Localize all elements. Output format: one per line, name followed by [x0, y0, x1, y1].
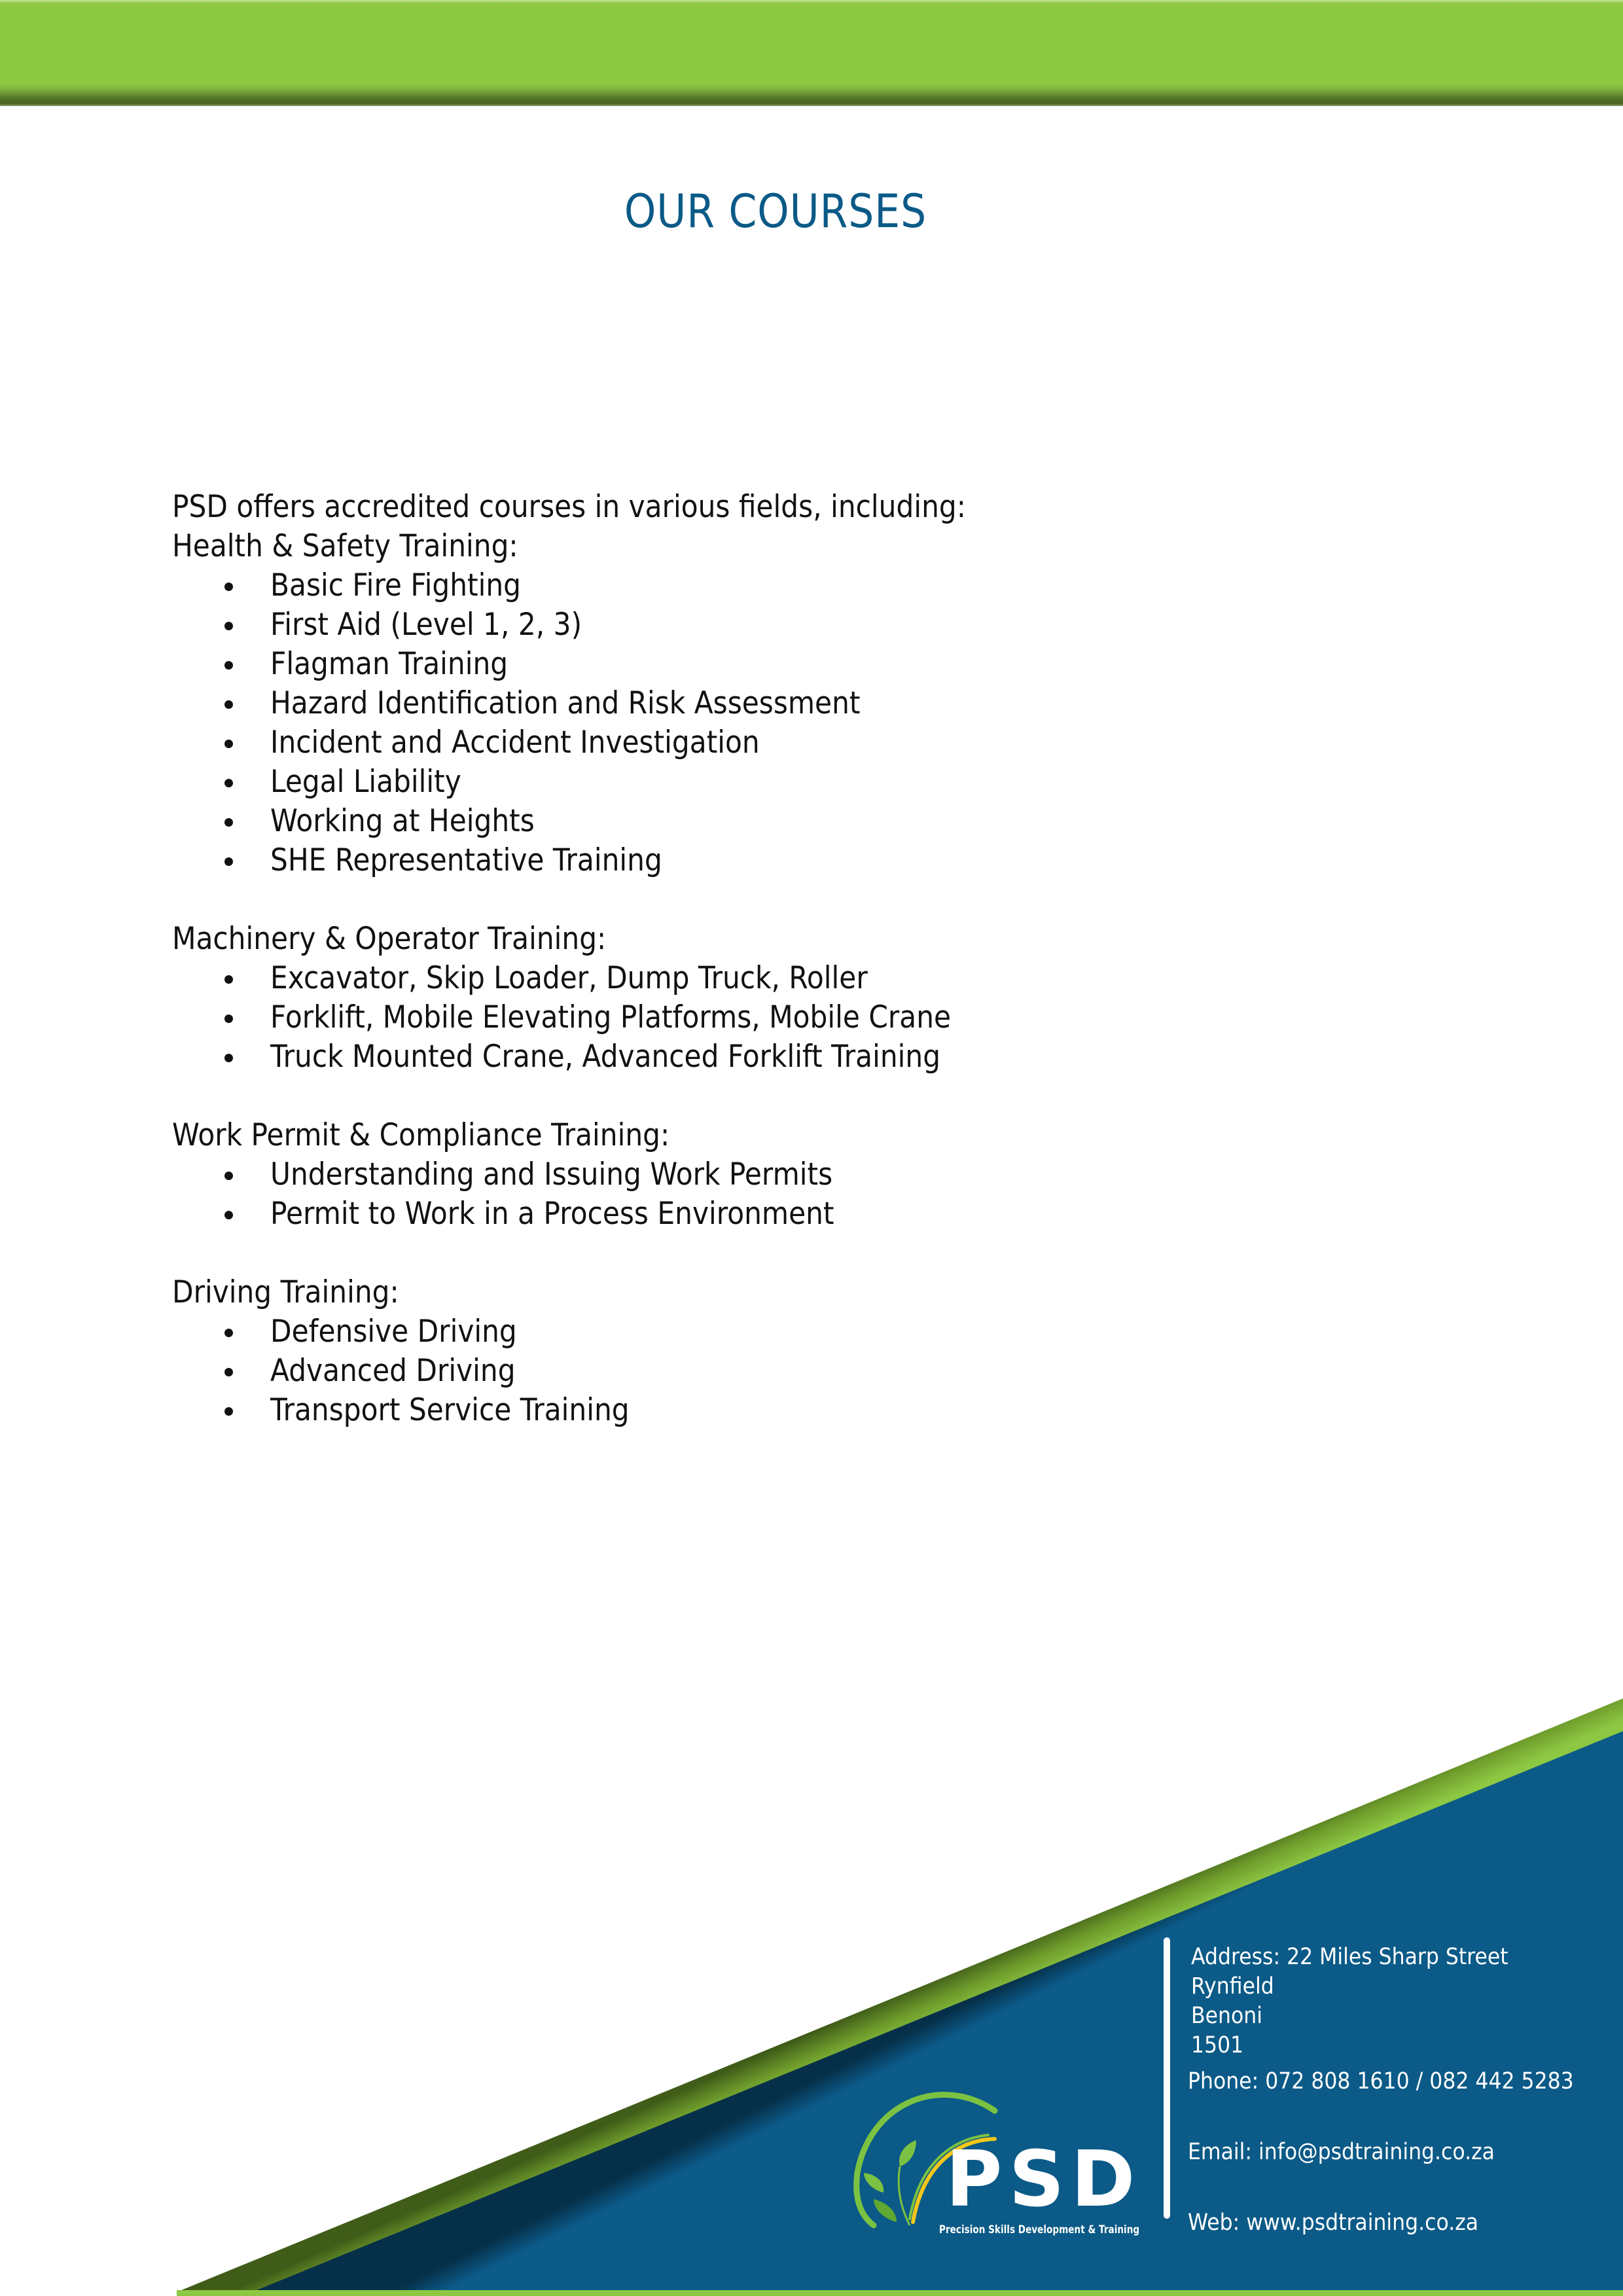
section-heading: Health & Safety Training:: [172, 528, 518, 564]
phone: Phone: 072 808 1610 / 082 442 5283: [1188, 2068, 1574, 2094]
address-line: Rynfield: [1191, 1973, 1274, 2000]
bullet-icon: [224, 975, 233, 984]
course-list: [172, 1312, 1219, 1430]
bullet-icon: [224, 700, 233, 709]
address-line: Address: 22 Miles Sharp Street: [1191, 1944, 1508, 1970]
logo-wordmark: PSD: [946, 2134, 1142, 2224]
list-item: Flagman Training: [172, 645, 1219, 684]
bullet-icon: [224, 1368, 233, 1376]
list-item: Understanding and Issuing Work Permits: [172, 1155, 1219, 1194]
intro-text: PSD offers accredited courses in various fields, including:: [172, 489, 966, 525]
section-heading: Driving Training:: [172, 1274, 399, 1310]
logo-tagline: Precision Skills Development & Training: [939, 2223, 1140, 2236]
header-green-band: [0, 0, 1623, 106]
course-list: [172, 1155, 1219, 1234]
bullet-icon: [224, 818, 233, 827]
bullet-icon: [224, 622, 233, 630]
list-item: Truck Mounted Crane, Advanced Forklift Training: [172, 1037, 1219, 1077]
list-item: Working at Heights: [172, 802, 1219, 841]
bullet-icon: [224, 857, 233, 866]
list-item: Basic Fire Fighting: [172, 566, 1219, 605]
list-item: First Aid (Level 1, 2, 3): [172, 605, 1219, 645]
list-item: SHE Representative Training: [172, 841, 1219, 880]
list-item: Advanced Driving: [172, 1352, 1219, 1391]
list-item: Hazard Identification and Risk Assessment: [172, 684, 1219, 723]
bullet-icon: [224, 661, 233, 670]
bullet-icon: [224, 1014, 233, 1023]
section-health-safety: [172, 527, 1219, 880]
website-link[interactable]: Web: www.psdtraining.co.za: [1188, 2210, 1479, 2236]
list-item: Forklift, Mobile Elevating Platforms, Mobile Crane: [172, 998, 1219, 1037]
section-machinery-operator: [172, 920, 1219, 1077]
address-line: 1501: [1191, 2032, 1244, 2058]
course-list: [172, 959, 1219, 1077]
list-item: Transport Service Training: [172, 1391, 1219, 1430]
address: [1191, 1943, 1543, 2060]
bullet-icon: [224, 1054, 233, 1062]
email-link[interactable]: Email: info@psdtraining.co.za: [1188, 2139, 1495, 2165]
psd-logo: [844, 2062, 1142, 2236]
bullet-icon: [224, 779, 233, 787]
bullet-icon: [224, 1211, 233, 1219]
course-list: [172, 566, 1219, 880]
address-line: Benoni: [1191, 2003, 1262, 2029]
section-work-permit: [172, 1116, 1219, 1234]
bullet-icon: [224, 1329, 233, 1337]
bullet-icon: [224, 740, 233, 748]
bullet-icon: [224, 583, 233, 591]
contact-divider: [1164, 1937, 1170, 2219]
section-driving: [172, 1273, 1219, 1430]
courses-content: [172, 488, 1219, 1430]
list-item: Incident and Accident Investigation: [172, 723, 1219, 762]
section-heading: Work Permit & Compliance Training:: [172, 1117, 670, 1153]
section-heading: Machinery & Operator Training:: [172, 921, 607, 957]
list-item: Excavator, Skip Loader, Dump Truck, Roller: [172, 959, 1219, 998]
list-item: Permit to Work in a Process Environment: [172, 1194, 1219, 1234]
bullet-icon: [224, 1407, 233, 1416]
page-title: OUR COURSES: [624, 185, 927, 238]
list-item: Defensive Driving: [172, 1312, 1219, 1352]
bullet-icon: [224, 1172, 233, 1180]
list-item: Legal Liability: [172, 762, 1219, 802]
